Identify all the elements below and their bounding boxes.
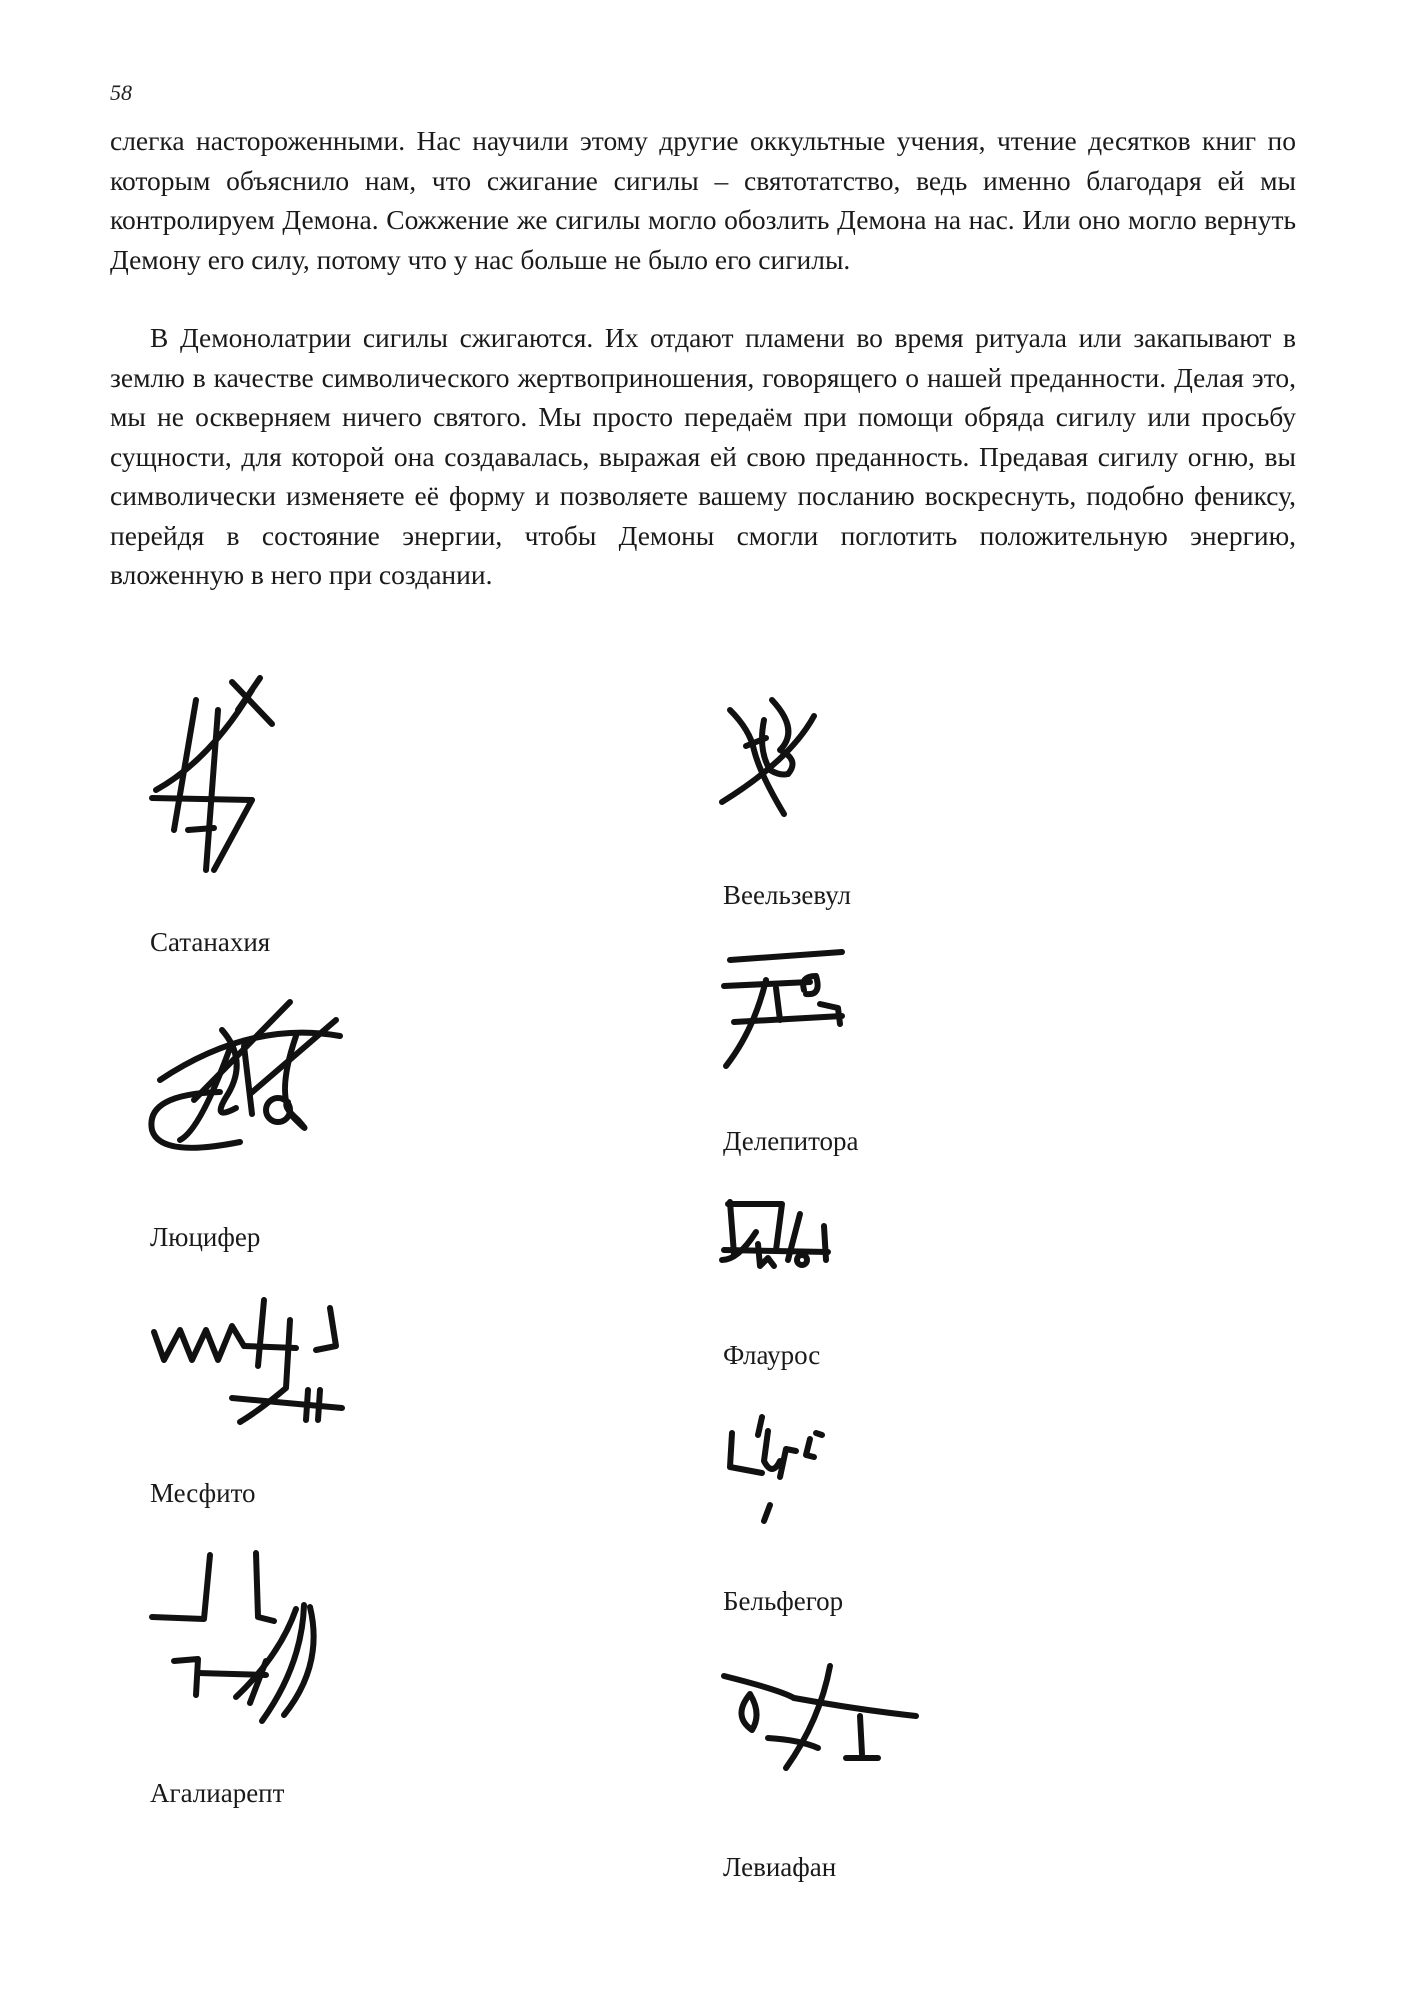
sigil-lucifer [140, 990, 350, 1170]
sigil-label-agaliarept: Агалиарепт [150, 1778, 285, 1808]
flauros-sigil-icon [710, 1190, 840, 1280]
lucifer-sigil-icon [140, 990, 350, 1170]
sigil-mesfito [140, 1290, 360, 1440]
sigil-label-mesfito: Месфито [150, 1478, 256, 1508]
sigil-beelzebub [710, 690, 850, 830]
paragraph-2: В Демонолатрии сигилы сжигаются. Их отдают пламени во время ритуала или закапывают в землю в качестве символического жертвоприношения, говорящего о нашей преданности. Делая это, мы не оскверняем ничего святого. Мы просто передаём при помощи обряда сигилу или просьбу сущности, для которой она создавалась, выражая ей свою преданность. Предавая сигилу огню, вы символически изменяете её форму и позволяете вашему посланию воскреснуть, подобно фениксу, перейдя в состояние энергии, чтобы Демоны смогли поглотить положительную энергию, вложенную в него при создании. [110, 322, 1296, 590]
agaliarept-sigil-icon [140, 1545, 340, 1735]
mesfito-sigil-icon [140, 1290, 360, 1440]
sigil-label-lucifer: Люцифер [150, 1222, 261, 1252]
sigil-label-beelzebub: Веельзевул [723, 880, 852, 910]
sigil-leviathan [710, 1650, 930, 1780]
belphegor-sigil-icon [710, 1405, 840, 1535]
satanachia-sigil-icon [140, 670, 300, 880]
sigil-delepitora [710, 940, 870, 1080]
sigil-satanachia [140, 670, 300, 880]
leviathan-sigil-icon [710, 1650, 930, 1780]
sigil-label-leviathan: Левиафан [723, 1852, 837, 1882]
sigil-belphegor [710, 1405, 840, 1535]
paragraph-1: слегка настороженными. Нас научили этому другие оккультные учения, чтение десятков книг по которым объяснило нам, что сжигание сигилы – святотатство, ведь именно благодаря ей мы контролируем Демона. Сожжение же сигилы могло обозлить Демона на нас. Или оно могло вернуть Демону его силу, потому что у нас больше не было его сигилы. [110, 125, 1296, 275]
beelzebub-sigil-icon [710, 690, 850, 830]
sigil-label-delepitora: Делепитора [723, 1126, 859, 1156]
page-number: 58 [110, 80, 132, 105]
sigil-agaliarept [140, 1545, 340, 1735]
delepitora-sigil-icon [710, 940, 870, 1080]
sigil-flauros [710, 1190, 840, 1280]
sigil-label-flauros: Флаурос [723, 1340, 821, 1370]
sigil-label-satanachia: Сатанахия [150, 927, 271, 957]
sigil-label-belphegor: Бельфегор [723, 1586, 844, 1616]
